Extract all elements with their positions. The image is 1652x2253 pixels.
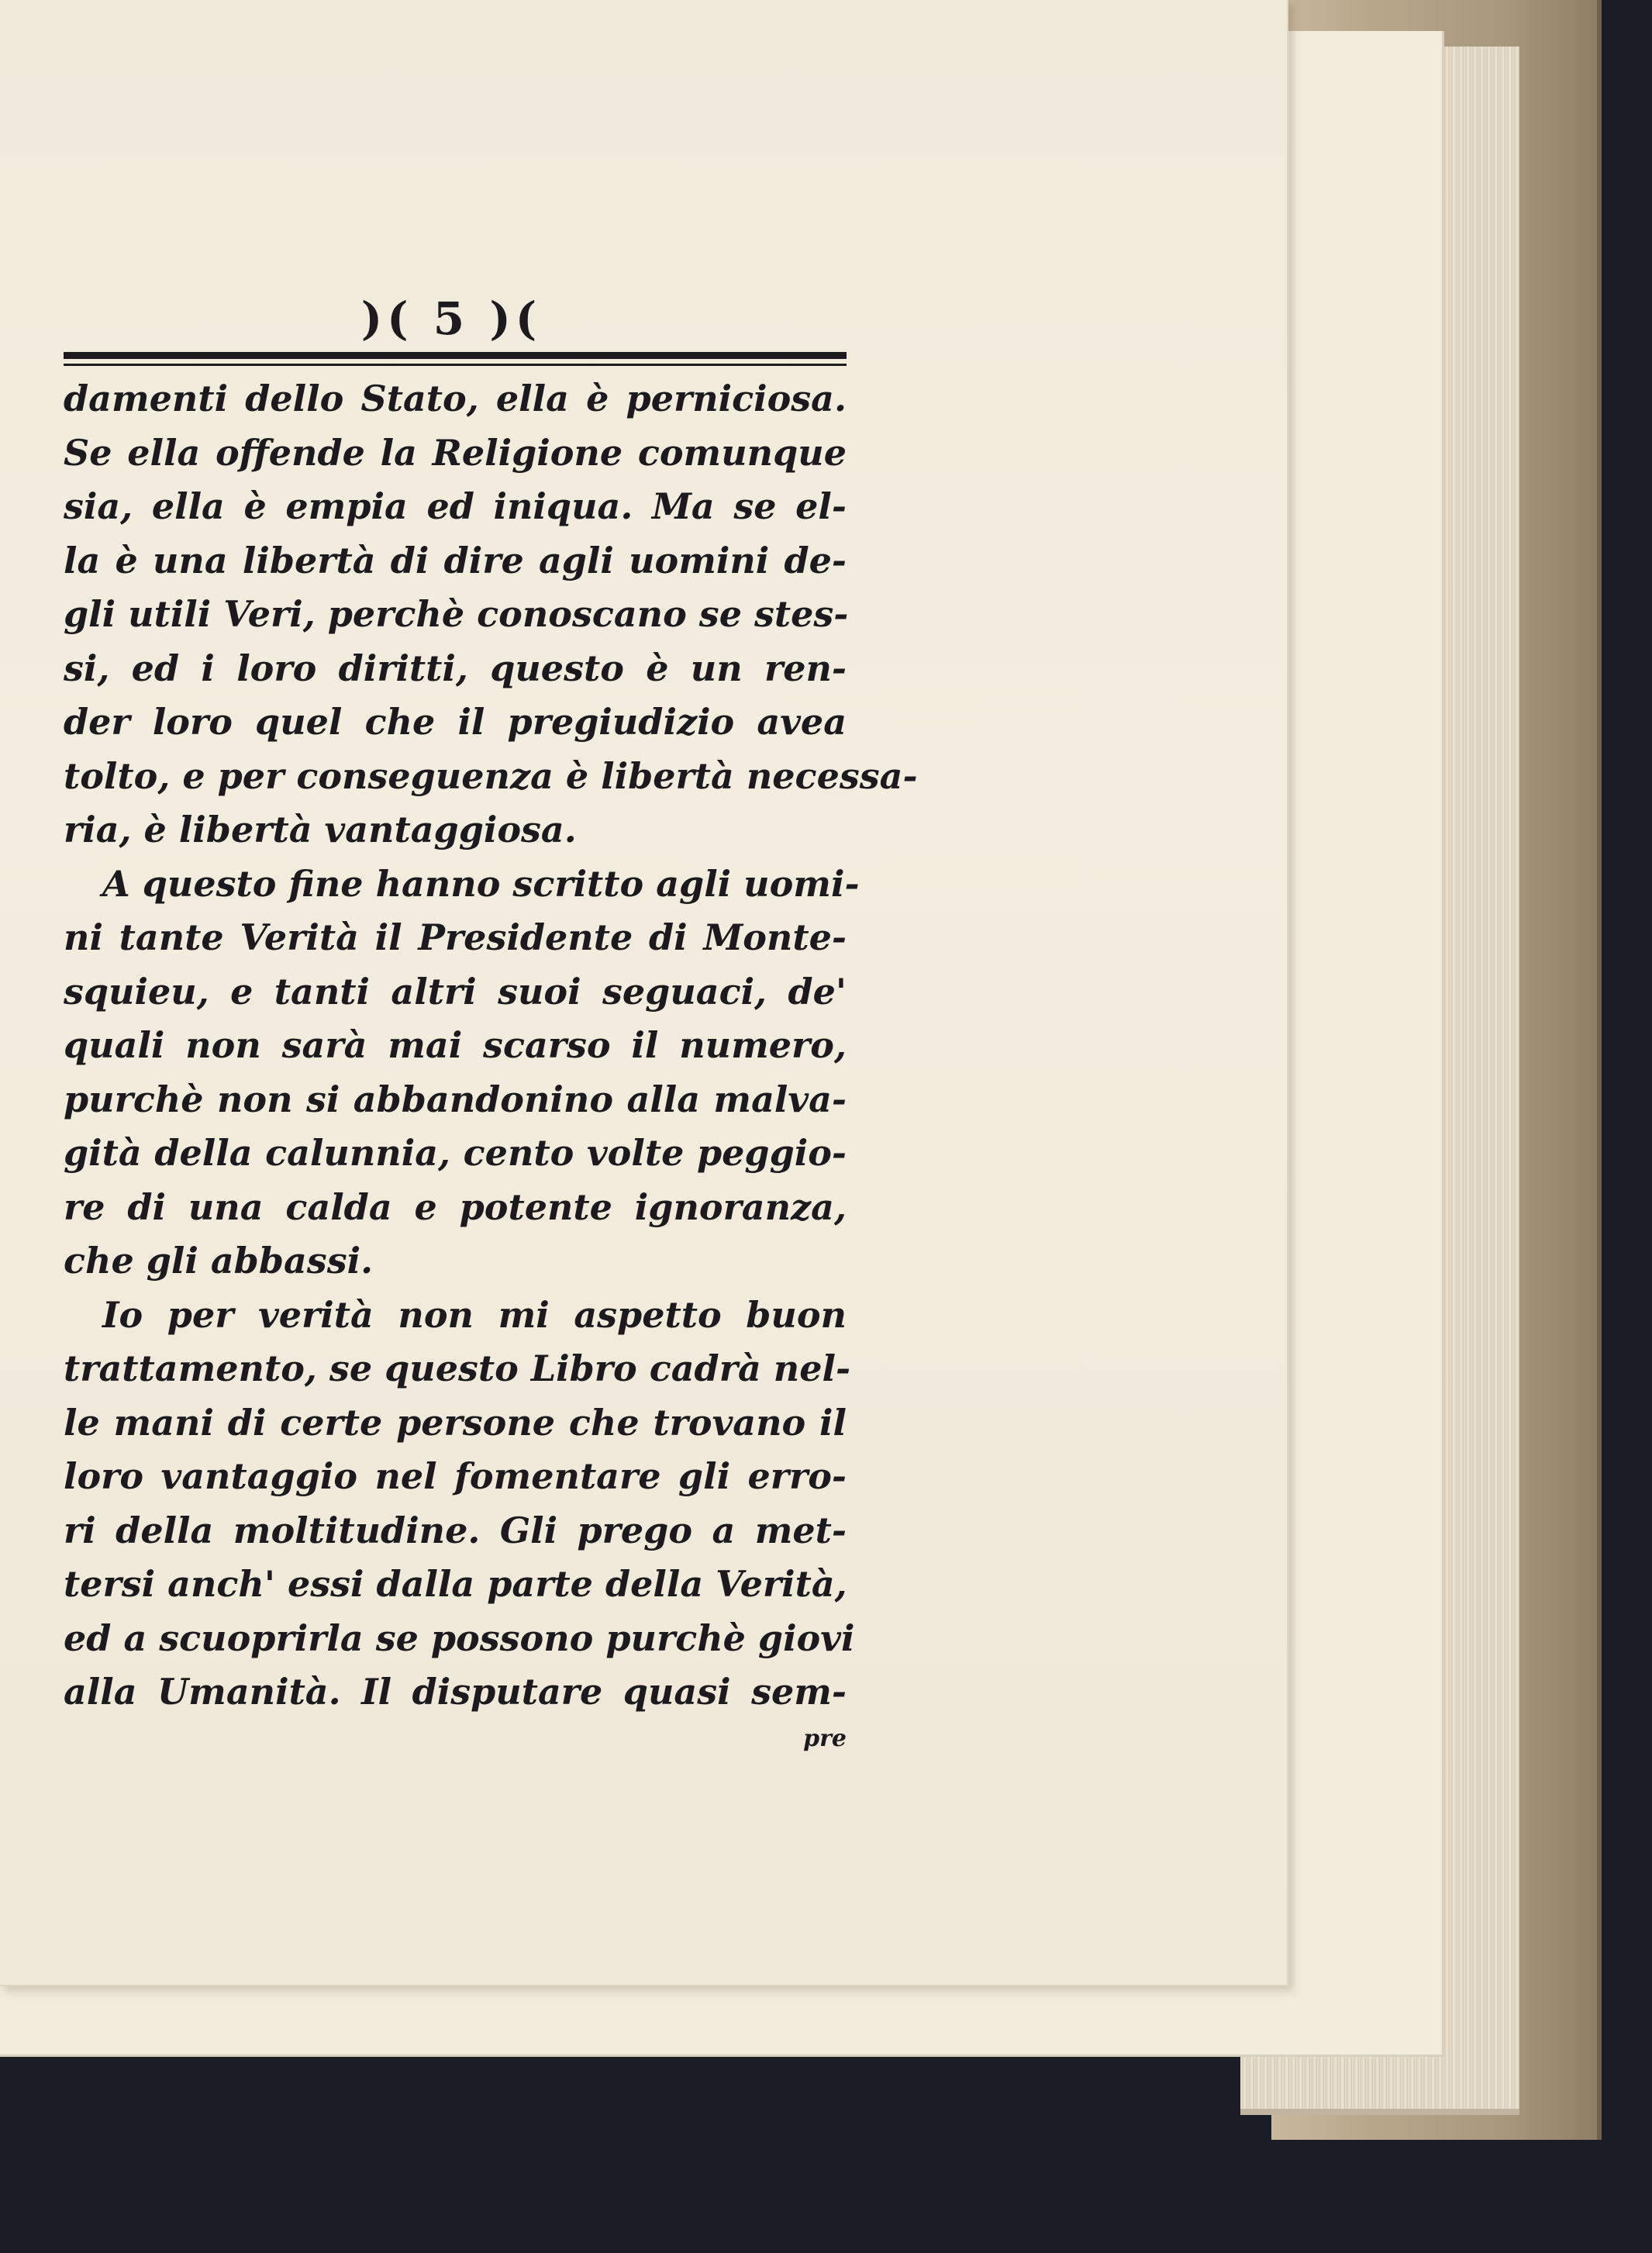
text-line: der loro quel che il pregiudizio avea: [64, 701, 847, 743]
page-number: )( 5 )(: [360, 292, 542, 345]
text-line: quali non sarà mai scarso il numero,: [64, 1024, 847, 1066]
text-line: ria, è libertà vantaggiosa.: [64, 809, 577, 850]
text-line: ri della moltitudine. Gli prego a met-: [64, 1509, 847, 1551]
text-line: che gli abbassi.: [64, 1240, 374, 1282]
text-line: damenti dello Stato, ella è perniciosa.: [64, 378, 847, 419]
header-rule-thin: [64, 364, 847, 366]
text-line: la è una libertà di dire agli uomini de-: [64, 539, 847, 581]
text-line: gli utili Veri, perchè conoscano se stes-: [64, 593, 849, 635]
text-line: tersi anch' essi dalla parte della Verità,: [64, 1563, 847, 1605]
text-line: Se ella offende la Religione comunque: [64, 431, 847, 474]
catchword: pre: [803, 1724, 847, 1752]
text-line: si, ed i loro diritti, questo è un ren-: [64, 647, 847, 689]
text-line: squieu, e tanti altri suoi seguaci, de': [64, 970, 847, 1013]
text-line: purchè non si abbandonino alla malva-: [64, 1078, 847, 1120]
text-line: le mani di certe persone che trovano il: [64, 1401, 847, 1444]
text-line: re di una calda e potente ignoranza,: [64, 1185, 847, 1228]
text-line: alla Umanità. Il disputare quasi sem-: [64, 1671, 847, 1713]
text-line: A questo fine hanno scritto agli uomi-: [102, 862, 860, 905]
text-block: [64, 292, 918, 1758]
text-line: sia, ella è empia ed iniqua. Ma se el-: [64, 485, 847, 527]
body-text: [64, 372, 918, 1720]
header-rule: [64, 352, 847, 359]
text-line: ed a scuoprirla se possono purchè giovi: [64, 1616, 855, 1659]
text-line: tolto, e per conseguenza è libertà necessa-: [64, 754, 918, 797]
text-line: Io per verità non mi aspetto buon: [102, 1293, 847, 1336]
text-line: gità della calunnia, cento volte peggio-: [64, 1132, 847, 1174]
text-line: loro vantaggio nel fomentare gli erro-: [64, 1455, 847, 1497]
text-line: ni tante Verità il Presidente di Monte-: [64, 916, 847, 958]
text-line: trattamento, se questo Libro cadrà nel-: [64, 1347, 851, 1389]
